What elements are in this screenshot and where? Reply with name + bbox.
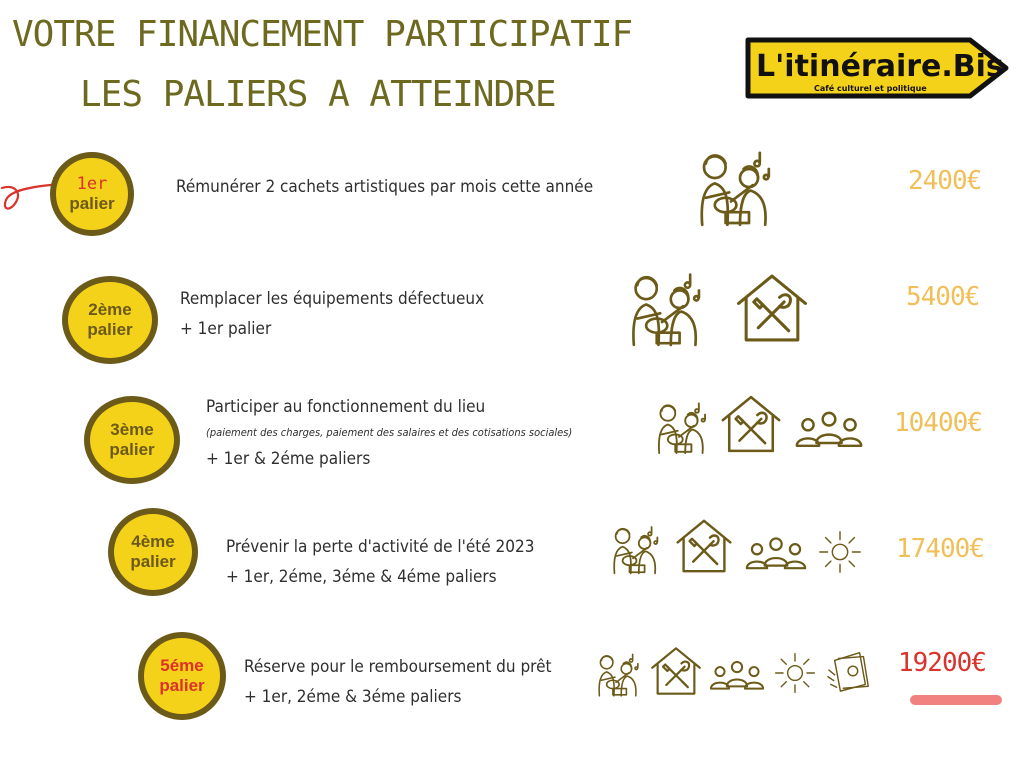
tier-3-description [206, 392, 572, 474]
page-subtitle: LES PALIERS A ATTEINDRE [80, 74, 556, 115]
musicians-icon [646, 396, 712, 458]
tier-3-badge-label: palier [109, 440, 155, 459]
tier-2-badge-label: palier [87, 320, 133, 339]
tier-5-badge-label: palier [159, 676, 205, 695]
people-icon [794, 408, 864, 450]
tier-1-badge [50, 152, 134, 236]
tier-2-amount: 5400€ [906, 282, 980, 312]
itineraire-bis-logo [742, 32, 1012, 104]
tier-1-title: Rémunérer 2 cachets artistiques par mois cette année [176, 177, 594, 197]
tier-4-badge [108, 508, 198, 596]
page-title: VOTRE FINANCEMENT PARTICIPATIF [12, 14, 633, 55]
people-icon [744, 534, 808, 572]
svg-text:Café culturel et politique: Café culturel et politique [814, 84, 927, 93]
tier-3-note: (paiement des charges, paiement des salaires et des cotisations sociales) [206, 426, 573, 439]
money-icon [826, 644, 874, 696]
house-tools-icon [732, 270, 812, 346]
tier-4-amount: 17400€ [896, 534, 984, 564]
tier-3-amount: 10400€ [894, 408, 982, 438]
house-tools-icon [672, 516, 736, 576]
tier-3-title: Participer au fonctionnement du lieu [206, 397, 486, 417]
tier-2-includes: + 1er palier [180, 319, 272, 339]
tier-5-amount: 19200€ [898, 648, 986, 678]
house-tools-icon [648, 644, 704, 698]
tier-2-title: Remplacer les équipements défectueux [180, 289, 485, 309]
tier-5-includes: + 1er, 2éme & 3éme paliers [244, 687, 462, 707]
musicians-icon [618, 264, 706, 352]
tier-1-amount: 2400€ [908, 166, 982, 196]
tier-2-badge [62, 276, 158, 364]
musicians-icon [602, 520, 664, 578]
tier-4-description [226, 532, 534, 592]
tier-4-includes: + 1er, 2éme, 3éme & 4éme paliers [226, 567, 497, 587]
tier-2-badge-number: 2ème [88, 300, 132, 319]
tier-3-badge-number: 3ème [110, 420, 154, 439]
tier-4-title: Prévenir la perte d'activité de l'été 2023 [226, 537, 535, 557]
tier-5-badge [138, 632, 226, 720]
svg-text:L'itinéraire.Bis: L'itinéraire.Bis [756, 49, 1004, 84]
tier-3-includes: + 1er & 2éme paliers [206, 449, 371, 469]
house-tools-icon [716, 392, 786, 456]
tier-1-badge-label: palier [69, 194, 115, 213]
tier-2-description [180, 284, 484, 344]
tier-5-description [244, 652, 551, 712]
sun-icon [772, 650, 818, 696]
tier-3-badge [84, 396, 180, 484]
tier-5-title: Réserve pour le remboursement du prêt [244, 657, 552, 677]
musicians-icon [588, 648, 644, 700]
tier-5-badge-number: 5éme [160, 656, 204, 675]
people-icon [708, 658, 766, 692]
amount-highlight-underline [910, 695, 1002, 705]
tier-1-description [176, 172, 593, 202]
sun-icon [816, 528, 864, 576]
tier-4-badge-label: palier [130, 552, 176, 571]
tier-1-badge-number: 1er [76, 174, 108, 194]
tier-4-badge-number: 4ème [131, 532, 175, 551]
musicians-icon [686, 142, 776, 232]
